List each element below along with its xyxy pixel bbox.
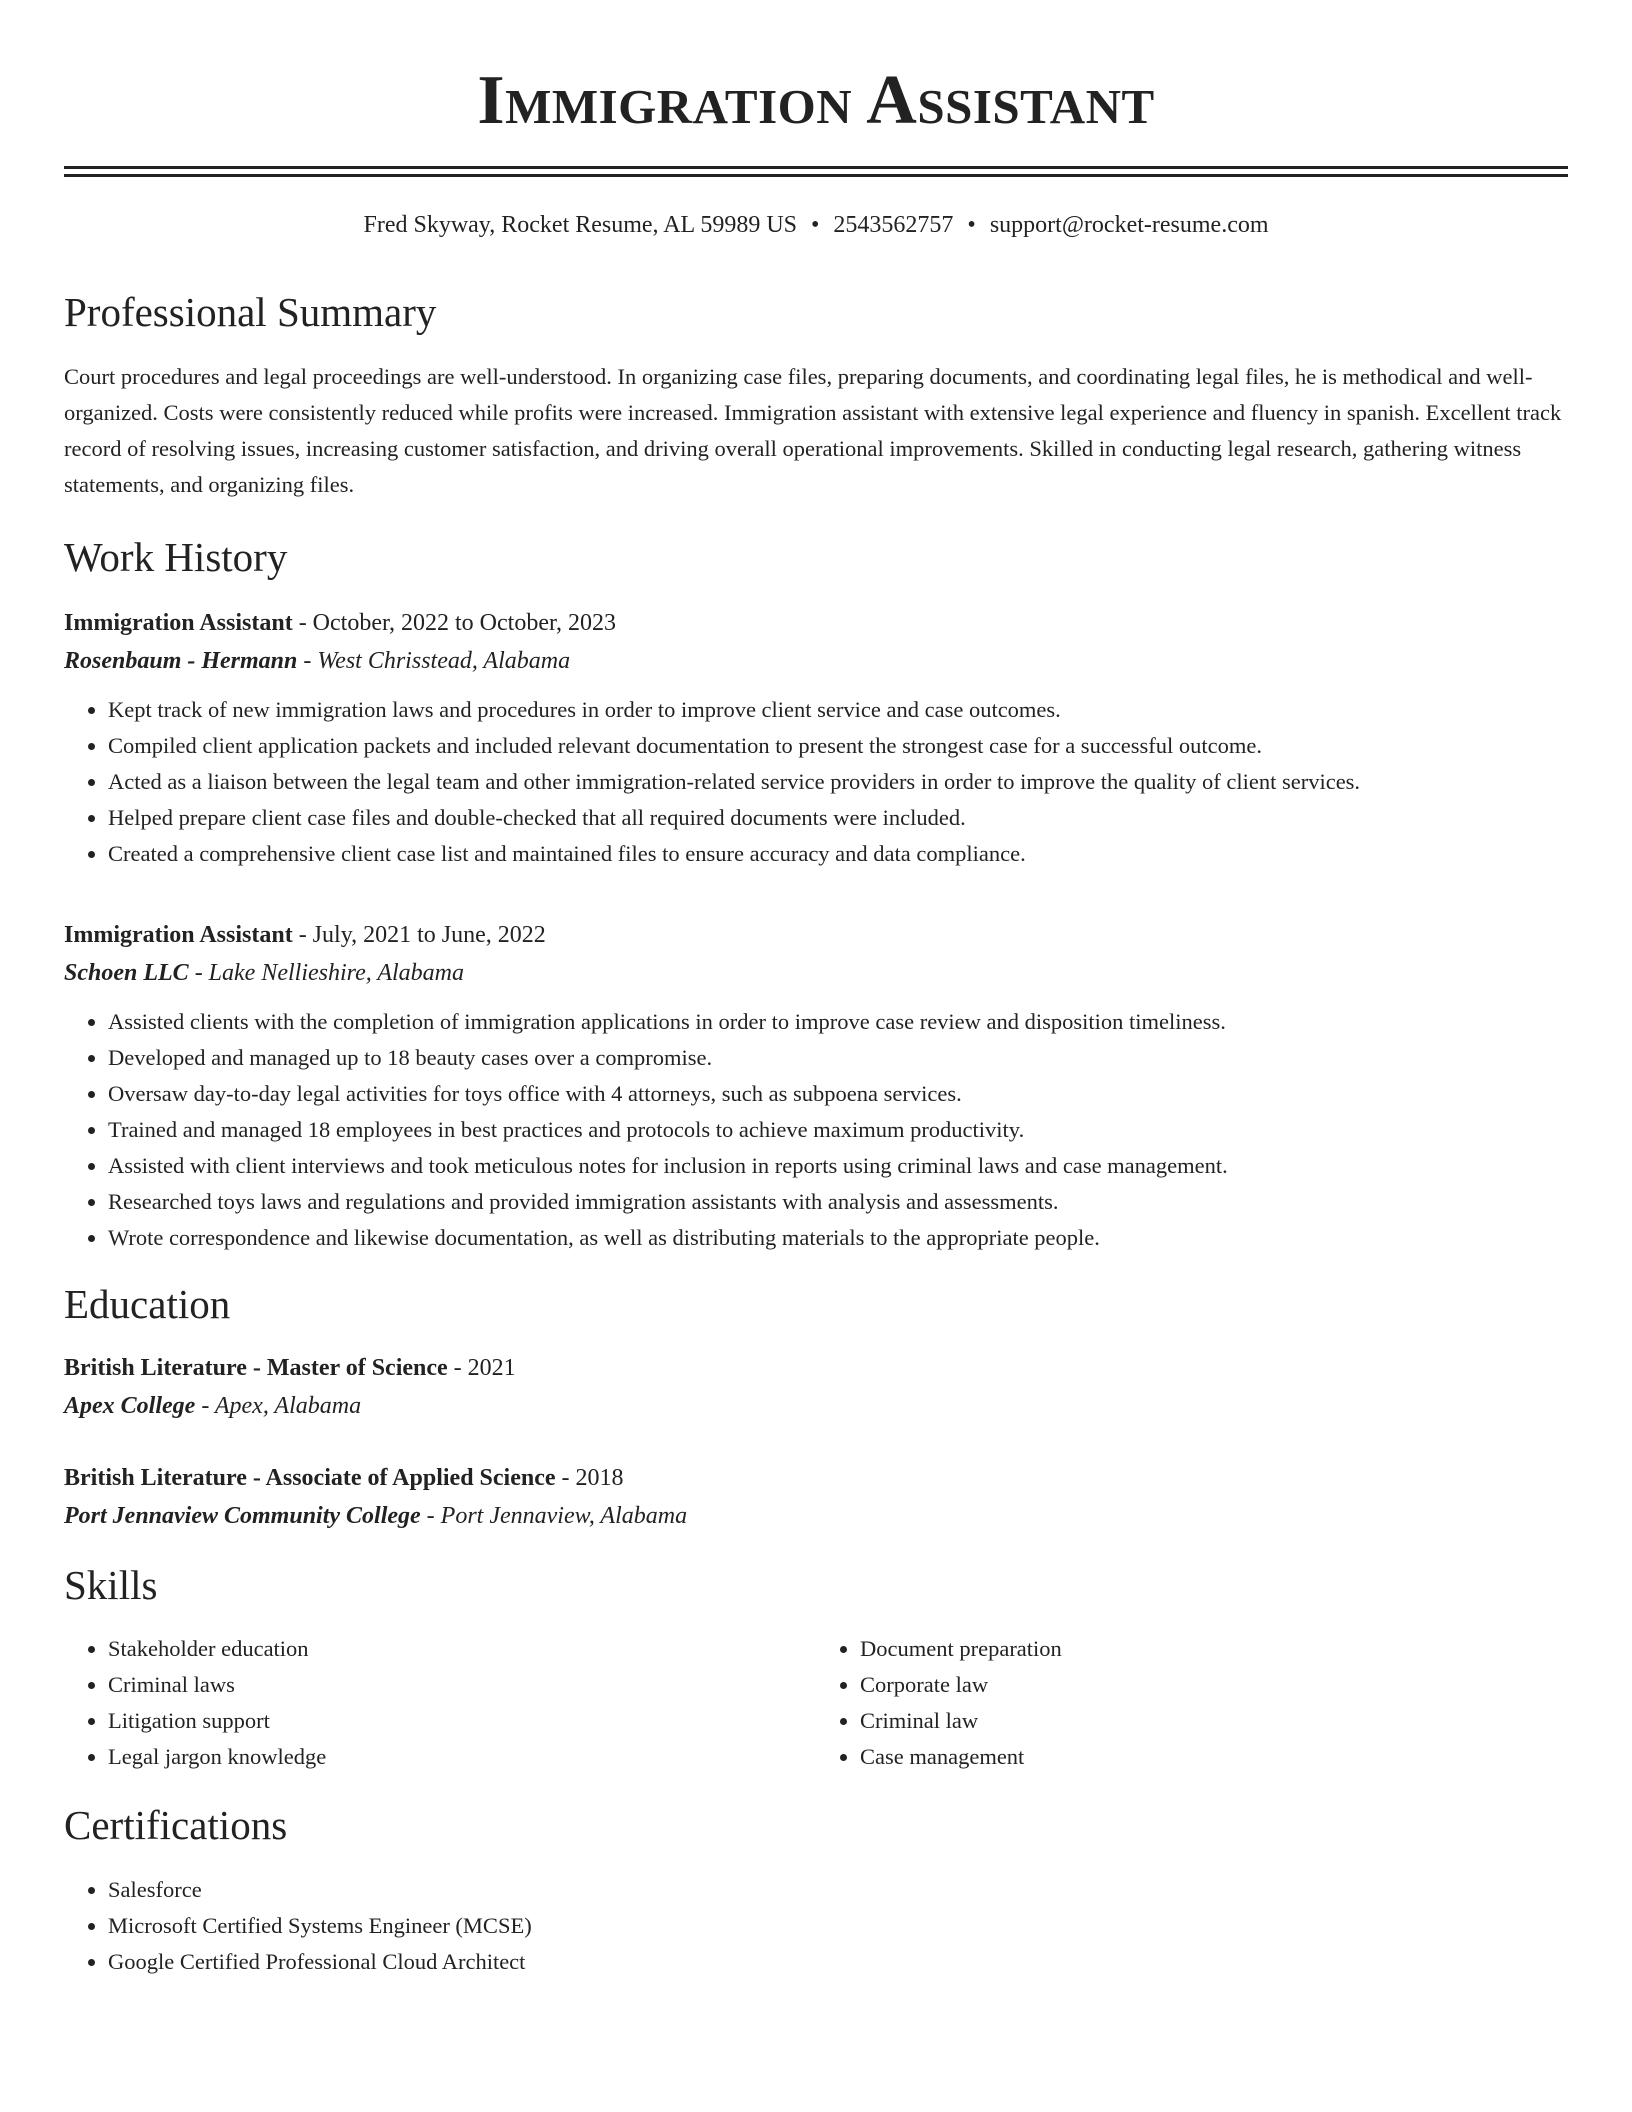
education-header (64, 1459, 1568, 1497)
education-institution (64, 1497, 1568, 1535)
education-degree: British Literature - Associate of Applied Science (64, 1465, 556, 1492)
job-bullets (64, 1004, 1568, 1256)
skill-item: • Document preparation (860, 1631, 1568, 1667)
job-bullet: • Oversaw day-to-day legal activities for toys office with 4 attorneys, such as subpoena services. (108, 1076, 1568, 1112)
job-bullet: • Acted as a liaison between the legal team and other immigration-related service providers in order to improve the quality of client services. (108, 764, 1568, 800)
job-bullet: • Developed and managed up to 18 beauty cases over a compromise. (108, 1040, 1568, 1076)
section-title-skills: Skills (64, 1562, 158, 1609)
job-employer (64, 954, 1568, 992)
contact-address: Fred Skyway, Rocket Resume, AL 59989 US (363, 212, 798, 238)
certification-item: • Salesforce (108, 1872, 1568, 1908)
education-school: Port Jennaview Community College (64, 1503, 421, 1530)
job-position: Immigration Assistant (64, 922, 293, 949)
job-bullet: • Compiled client application packets and included relevant documentation to present the strongest case for a successful outcome. (108, 728, 1568, 764)
contact-phone: 2543562757 (833, 212, 954, 238)
job-header (64, 604, 1568, 642)
skills-columns (64, 1631, 1568, 1775)
job-entry (64, 604, 1568, 872)
contact-separator: • (967, 212, 976, 238)
job-bullet: • Kept track of new immigration laws and procedures in order to improve client service and case outcomes. (108, 692, 1568, 728)
skills-list-right (816, 1631, 1568, 1775)
education-year: - 2021 (447, 1355, 516, 1382)
education-year: - 2018 (555, 1465, 624, 1492)
education-degree: British Literature - Master of Science (64, 1355, 448, 1382)
section-title-education: Education (64, 1281, 231, 1328)
certification-item: • Google Certified Professional Cloud Architect (108, 1944, 1568, 1980)
skills-list-left (64, 1631, 816, 1775)
job-bullet: • Researched toys laws and regulations and provided immigration assistants with analysis and assessments. (108, 1184, 1568, 1220)
section-title-summary: Professional Summary (64, 288, 437, 335)
job-employer (64, 642, 1568, 680)
skill-item: • Criminal laws (108, 1667, 816, 1703)
job-header (64, 916, 1568, 954)
job-location: - West Chrisstead, Alabama (297, 648, 571, 675)
job-dates: - July, 2021 to June, 2022 (292, 922, 546, 949)
education-entry (64, 1349, 1568, 1425)
contact-line (64, 211, 1568, 240)
summary-text: Court procedures and legal proceedings are well-understood. In organizing case files, preparing documents, and coordinating legal files, he is methodical and well-organized. Costs were consistently reduced while profits were increased. Immigration assistant with extensive legal experience and fluency in spanish. Excellent track record of resolving issues, increasing customer satisfaction, and driving overall operational improvements. Skilled in conducting legal research, gathering witness statements, and organizing files. (64, 363, 1562, 497)
contact-separator: • (811, 212, 820, 238)
skill-item: • Legal jargon knowledge (108, 1739, 816, 1775)
certification-item: • Microsoft Certified Systems Engineer (MCSE) (108, 1908, 1568, 1944)
skill-item: • Stakeholder education (108, 1631, 816, 1667)
job-entry (64, 916, 1568, 1256)
certifications-list (64, 1872, 1568, 1980)
job-dates: - October, 2022 to October, 2023 (292, 610, 617, 637)
skill-item: • Criminal law (860, 1703, 1568, 1739)
resume-page (64, 0, 1568, 1980)
job-bullet: • Assisted clients with the completion of immigration applications in order to improve case review and disposition timeliness. (108, 1004, 1568, 1040)
job-bullet: • Trained and managed 18 employees in best practices and protocols to achieve maximum productivity. (108, 1112, 1568, 1148)
skill-item: • Corporate law (860, 1667, 1568, 1703)
header-double-rule (64, 166, 1568, 177)
job-bullets (64, 692, 1568, 872)
education-location: - Apex, Alabama (195, 1393, 362, 1420)
job-position: Immigration Assistant (64, 610, 293, 637)
education-location: - Port Jennaview, Alabama (420, 1503, 688, 1530)
job-bullet: • Assisted with client interviews and took meticulous notes for inclusion in reports using criminal laws and case management. (108, 1148, 1568, 1184)
job-bullet: • Created a comprehensive client case list and maintained files to ensure accuracy and data compliance. (108, 836, 1568, 872)
job-company: Rosenbaum - Hermann (64, 648, 298, 675)
job-bullet: • Helped prepare client case files and double-checked that all required documents were included. (108, 800, 1568, 836)
job-location: - Lake Nellieshire, Alabama (188, 960, 464, 987)
education-institution (64, 1387, 1568, 1425)
contact-email: support@rocket-resume.com (989, 212, 1269, 238)
section-title-work-history: Work History (64, 533, 288, 580)
skill-item: • Litigation support (108, 1703, 816, 1739)
section-title-certifications: Certifications (64, 1801, 288, 1848)
job-bullet: • Wrote correspondence and likewise documentation, as well as distributing materials to the appropriate people. (108, 1220, 1568, 1256)
education-entry (64, 1459, 1568, 1535)
resume-name: Immigration Assistant (477, 62, 1155, 139)
education-school: Apex College (64, 1393, 196, 1420)
job-company: Schoen LLC (64, 960, 189, 987)
education-header (64, 1349, 1568, 1387)
skill-item: • Case management (860, 1739, 1568, 1775)
